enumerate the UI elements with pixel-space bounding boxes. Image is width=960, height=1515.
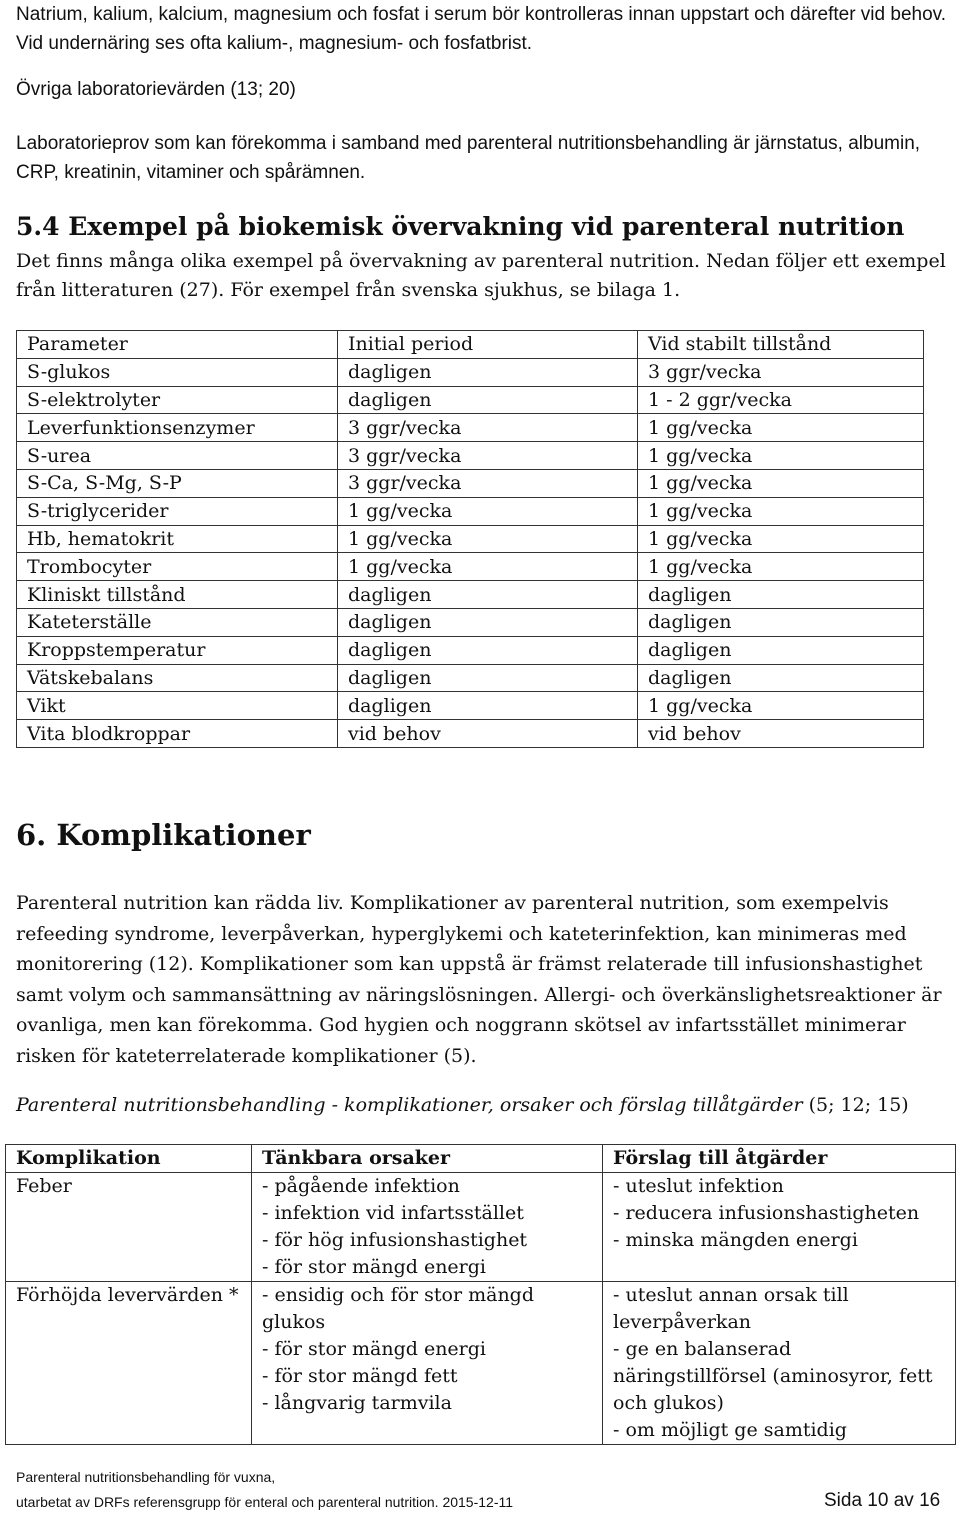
table-cell: Leverfunktionsenzymer <box>17 414 338 442</box>
cause-item: - långvarig tarmvila <box>262 1392 452 1414</box>
causes-cell <box>252 1282 603 1445</box>
table-cell: 1 gg/vecka <box>638 497 924 525</box>
section-5-4-paragraph: Det finns många olika exempel på övervakning av parenteral nutrition. Nedan följer ett exempel från litteraturen (27). För exempel från svenska sjukhus, se bilaga 1. <box>16 250 946 301</box>
table-cell: dagligen <box>638 664 924 692</box>
table-row <box>6 1282 956 1445</box>
table-row <box>17 720 924 748</box>
table-cell: dagligen <box>338 358 638 386</box>
table-cell: vid behov <box>638 720 924 748</box>
page-number: Sida 10 av 16 <box>824 1490 941 1511</box>
action-item: - uteslut infektion <box>613 1175 784 1197</box>
table-row <box>17 442 924 470</box>
table-cell: dagligen <box>338 581 638 609</box>
footer-title: Parenteral nutritionsbehandling för vuxna, <box>16 1469 276 1485</box>
table-cell: 1 gg/vecka <box>638 692 924 720</box>
table-row <box>17 636 924 664</box>
action-item: - reducera infusionshastigheten <box>613 1202 920 1224</box>
table-cell: dagligen <box>638 608 924 636</box>
table-cell: 1 gg/vecka <box>338 497 638 525</box>
table-cell: dagligen <box>338 664 638 692</box>
monitoring-table <box>16 330 924 748</box>
table-cell: 1 gg/vecka <box>638 469 924 497</box>
table-cell: dagligen <box>638 636 924 664</box>
table-row <box>17 386 924 414</box>
monitoring-table-header <box>17 331 924 359</box>
table-cell: dagligen <box>338 608 638 636</box>
action-item: - om möjligt ge samtidig <box>613 1419 847 1441</box>
header-cell: Initial period <box>338 331 638 359</box>
header-cell: Komplikation <box>6 1145 252 1173</box>
table-cell: Kliniskt tillstånd <box>17 581 338 609</box>
table-row <box>17 358 924 386</box>
cause-item: - för stor mängd energi <box>262 1338 486 1360</box>
intro-paragraph: Natrium, kalium, kalcium, magnesium och fosfat i serum bör kontrolleras innan uppstart och därefter vid behov. Vid undernäring ses ofta kalium-, magnesium- och fosfatbrist. <box>16 4 947 54</box>
table-cell: 1 gg/vecka <box>638 525 924 553</box>
footer-authors: utarbetat av DRFs referensgrupp för enteral och parenteral nutrition. 2015-12-11 <box>16 1494 514 1510</box>
complication-cell: Förhöjda levervärden * <box>6 1282 252 1445</box>
complication-table-header <box>6 1145 956 1173</box>
table-row <box>17 664 924 692</box>
table-cell: dagligen <box>638 581 924 609</box>
cause-item: - ensidig och för stor mängd glukos <box>262 1284 535 1333</box>
table-cell: dagligen <box>338 636 638 664</box>
actions-cell <box>603 1173 956 1282</box>
table-cell: Trombocyter <box>17 553 338 581</box>
table-row <box>17 692 924 720</box>
table-row <box>17 497 924 525</box>
table-cell: 1 gg/vecka <box>638 553 924 581</box>
table-cell: S-elektrolyter <box>17 386 338 414</box>
table-cell: 1 gg/vecka <box>638 442 924 470</box>
table-cell: 1 gg/vecka <box>338 525 638 553</box>
table-row <box>17 608 924 636</box>
cause-item: - pågående infektion <box>262 1175 460 1197</box>
table-row <box>6 1173 956 1282</box>
section-5-4-heading: 5.4 Exempel på biokemisk övervakning vid parenteral nutrition <box>16 212 905 241</box>
caption-title: Parenteral nutritionsbehandling - komplikationer, orsaker och förslag tillåtgärder <box>16 1094 803 1116</box>
action-item: - uteslut annan orsak till leverpåverkan <box>613 1284 849 1333</box>
table-row <box>17 581 924 609</box>
table-cell: Kateterställe <box>17 608 338 636</box>
header-cell: Parameter <box>17 331 338 359</box>
complication-table <box>5 1144 956 1445</box>
table-caption <box>16 1094 909 1116</box>
section-6-heading: 6. Komplikationer <box>16 818 311 852</box>
table-cell: 1 - 2 ggr/vecka <box>638 386 924 414</box>
table-cell: Vikt <box>17 692 338 720</box>
table-row <box>17 553 924 581</box>
table-cell: dagligen <box>338 386 638 414</box>
action-item: - minska mängden energi <box>613 1229 858 1251</box>
table-cell: S-urea <box>17 442 338 470</box>
table-cell: 3 ggr/vecka <box>338 469 638 497</box>
table-cell: S-Ca, S-Mg, S-P <box>17 469 338 497</box>
table-cell: 1 gg/vecka <box>638 414 924 442</box>
table-cell: 3 ggr/vecka <box>338 442 638 470</box>
table-cell: 1 gg/vecka <box>338 553 638 581</box>
table-cell: Vätskebalans <box>17 664 338 692</box>
action-item: - ge en balanserad näringstillförsel (aminosyror, fett och glukos) <box>613 1338 933 1414</box>
causes-cell <box>252 1173 603 1282</box>
table-cell: vid behov <box>338 720 638 748</box>
table-cell: Vita blodkroppar <box>17 720 338 748</box>
table-cell: Kroppstemperatur <box>17 636 338 664</box>
cause-item: - för stor mängd fett <box>262 1365 458 1387</box>
header-cell: Förslag till åtgärder <box>603 1145 956 1173</box>
table-cell: dagligen <box>338 692 638 720</box>
section-6-paragraph: Parenteral nutrition kan rädda liv. Komplikationer av parenteral nutrition, som exempelvis refeeding syndrome, leverpåverkan, hyperglykemi och kateterinfektion, kan minimeras med monitorering (12). Komplikationer som kan uppstå är främst relaterade till infusionshastighet samt volym och sammansättning av näringslösningen. Allergi- och överkänslighetsreaktioner är ovanliga, men kan förekomma. God hygien och noggrann skötsel av infartsstället minimerar risken för kateterrelaterade komplikationer (5). <box>16 892 942 1067</box>
lab-paragraph: Laboratorieprov som kan förekomma i samband med parenteral nutritionsbehandling är järnstatus, albumin, CRP, kreatinin, vitaminer och spårämnen. <box>16 133 921 183</box>
table-cell: 3 ggr/vecka <box>338 414 638 442</box>
table-cell: S-triglycerider <box>17 497 338 525</box>
cause-item: - för hög infusionshastighet <box>262 1229 528 1251</box>
caption-refs: (5; 12; 15) <box>802 1094 909 1116</box>
header-cell: Vid stabilt tillstånd <box>638 331 924 359</box>
table-cell: S-glukos <box>17 358 338 386</box>
table-cell: 3 ggr/vecka <box>638 358 924 386</box>
lab-subheading: Övriga laboratorievärden (13; 20) <box>16 79 296 100</box>
table-row <box>17 525 924 553</box>
cause-item: - infektion vid infartsstället <box>262 1202 524 1224</box>
actions-cell <box>603 1282 956 1445</box>
table-cell: Hb, hematokrit <box>17 525 338 553</box>
complication-cell: Feber <box>6 1173 252 1282</box>
cause-item: - för stor mängd energi <box>262 1256 486 1278</box>
header-cell: Tänkbara orsaker <box>252 1145 603 1173</box>
table-row <box>17 469 924 497</box>
table-row <box>17 414 924 442</box>
